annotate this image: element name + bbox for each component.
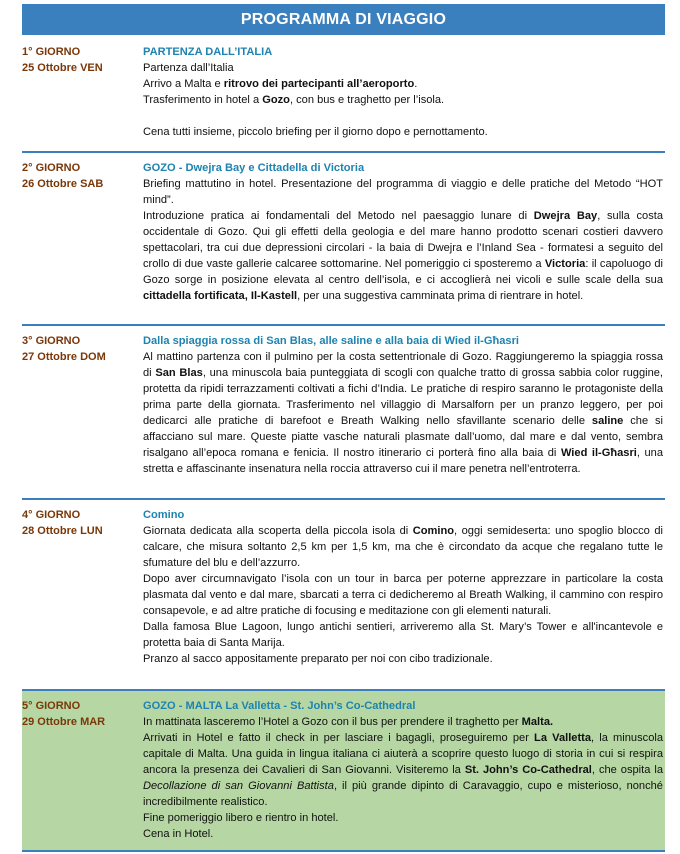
day-2 xyxy=(22,153,665,326)
paragraph: Arrivo a Malta e ritrovo dei partecipanti all’aeroporto. xyxy=(143,78,418,90)
day-label: 2° GIORNO 26 Ottobre SAB xyxy=(22,162,104,190)
page-title: PROGRAMMA DI VIAGGIO xyxy=(240,10,447,28)
paragraph: Cena in Hotel. xyxy=(143,828,214,840)
paragraph: Giornata dedicata alla scoperta della piccola isola di Comino, oggi semideserta: uno spoglio blocco di calcare, che misura soltanto 2,5 km per 1,5 km, ma che è circondato da acque che regalano tutte le sfumature del blu e dell’azzurro. xyxy=(143,525,663,569)
day-content xyxy=(143,507,663,667)
paragraph: Briefing mattutino in hotel. Presentazione del programma di viaggio e delle pratiche del Metodo “HOT mind”. xyxy=(143,178,663,206)
day-content xyxy=(143,160,663,304)
paragraph: Dopo aver circumnavigato l’isola con un tour in barca per poterne apprezzare in particolare la costa plasmata dal vento e dal mare, sbarcati a terra ci dedicheremo al Breath Walking, il cammino con respiro consapevole, e ad altre pratiche di focusing e meditazione con gli elementi naturali. xyxy=(143,573,663,617)
paragraph: Pranzo al sacco appositamente preparato per noi con cibo tradizionale. xyxy=(143,653,493,665)
day-4 xyxy=(22,500,665,691)
day-title: GOZO - Dwejra Bay e Cittadella di Victoria xyxy=(143,162,365,174)
day-title: GOZO - MALTA La Valletta - St. John’s Co-Cathedral xyxy=(143,700,416,712)
day-label: 5° GIORNO 29 Ottobre MAR xyxy=(22,700,106,728)
paragraph: Arrivati in Hotel e fatto il check in per lasciare i bagagli, proseguiremo per La Valletta, la minuscola capitale di Malta. Una guida in lingua italiana ci aiuterà a scoprire questo luogo di storia in cui si respira ancora la presenza dei Cavalieri di San Giovanni. Visiteremo la St. John’s Co-Cathedral, che ospita la Decollazione di san Giovanni Battista, il più grande dipinto di Caravaggio, cupo e misterioso, nonché incredibilmente realistico. xyxy=(143,732,663,808)
day-title: PARTENZA DALL’ITALIA xyxy=(143,46,273,58)
paragraph: In mattinata lasceremo l’Hotel a Gozo con il bus per prendere il traghetto per Malta. xyxy=(143,716,554,728)
day-label: 4° GIORNO 28 Ottobre LUN xyxy=(22,509,103,537)
day-5 xyxy=(22,691,665,852)
paragraph: Partenza dall’Italia xyxy=(143,62,234,74)
day-content xyxy=(143,698,663,842)
day-content xyxy=(143,333,663,477)
paragraph: Fine pomeriggio libero e rientro in hotel. xyxy=(143,812,339,824)
paragraph: Al mattino partenza con il pulmino per la costa settentrionale di Gozo. Raggiungeremo la spiaggia rossa di San Blas, una minuscola baia punteggiata di scogli con qualche tratto di grossa sabbia color ruggine, protetta da ripidi terrazzamenti coltivati a fichi d’India. Le pratiche di respiro saranno le protagoniste della prima parte della giornata. Trasferimento nel villaggio di Marsalforn per un pranzo leggero, per poi dedicarci alle pratiche di barefoot e Breath Walking nello sfavillante scenario delle saline che si affacciano sul mare. Queste piatte vasche naturali plasmate dall’uomo, dal mare e dal vento, sembra risalgano all’epoca romana e fenicia. Il nostro itinerario ci porterà fino alla baia di Wied il-Għasri, una stretta e affascinante insenatura nella roccia attraverso cui il mare penetra nell’entroterra. xyxy=(143,351,663,475)
day-label: 3° GIORNO 27 Ottobre DOM xyxy=(22,335,106,363)
paragraph: Cena tutti insieme, piccolo briefing per il giorno dopo e pernottamento. xyxy=(143,126,488,138)
day-title: Comino xyxy=(143,509,185,521)
day-3 xyxy=(22,326,665,500)
paragraph: Introduzione pratica ai fondamentali del Metodo nel paesaggio lunare di Dwejra Bay, sulla costa occidentale di Gozo. Qui gli effetti della geologia e del mare hanno prodotto scenari costieri davvero spettacolari, tra cui due depressioni circolari - la baia di Dwejra e l’Inland Sea - formatesi a seguito del crollo di due vaste gallerie calcaree sottomarine. Nel pomeriggio ci sposteremo a Victoria: il capoluogo di Gozo sorge in posizione elevata al centro dell’isola, e ci accoglierà nei vicoli e sulle scale della sua cittadella fortificata, Il-Kastell, per una suggestiva camminata prima di rientrare in hotel. xyxy=(143,210,664,302)
day-label: 1° GIORNO 25 Ottobre VEN xyxy=(22,46,103,74)
day-content xyxy=(143,44,663,140)
day-title: Dalla spiaggia rossa di San Blas, alle saline e alla baia di Wied il-Għasri xyxy=(143,335,520,347)
day-1 xyxy=(22,37,665,153)
page-header xyxy=(22,4,665,35)
paragraph: Trasferimento in hotel a Gozo, con bus e traghetto per l’isola. xyxy=(143,94,445,106)
paragraph: Dalla famosa Blue Lagoon, lungo antichi sentieri, arriveremo alla St. Mary’s Tower e all'incantevole e protetta baia di Santa Marija. xyxy=(143,621,663,649)
